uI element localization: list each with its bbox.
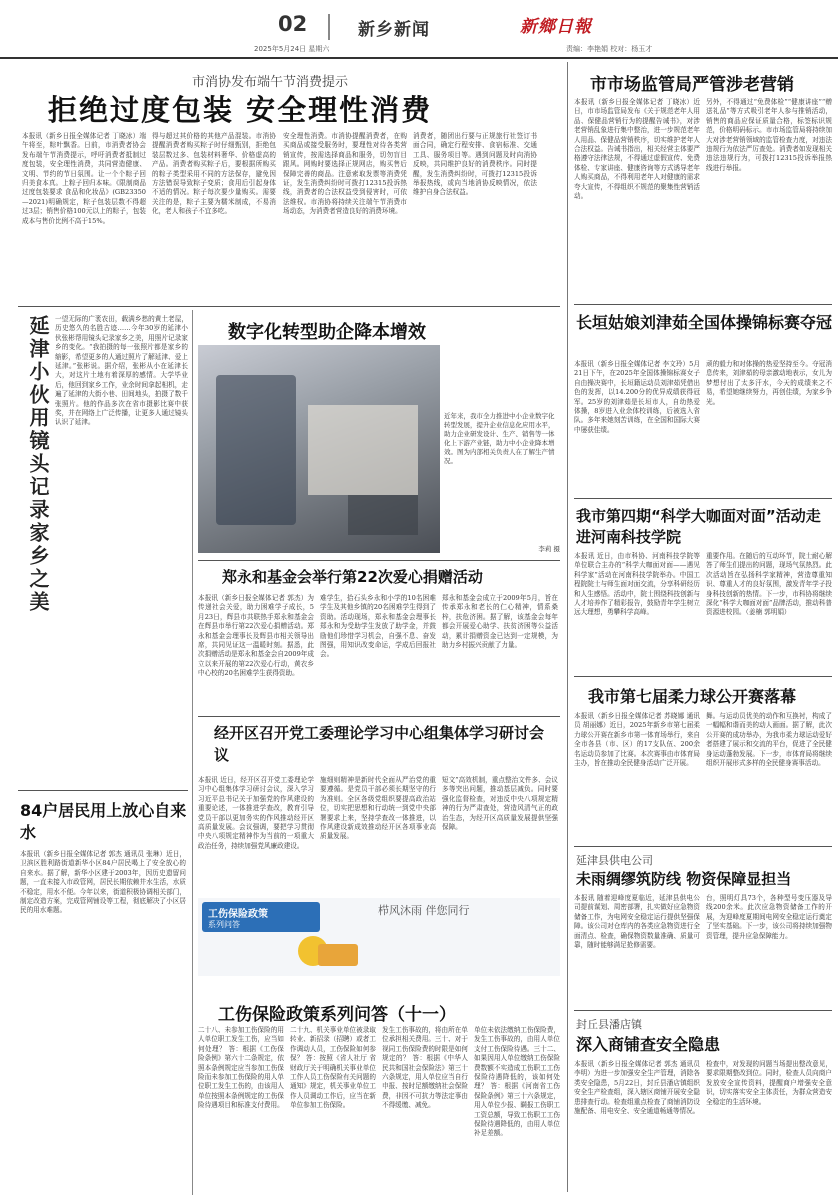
study-body-col2: 施细则精神是新时代全面从严治党的重要遵循。是党员干部必须长期坚守的行为准则。全区各级党组织要提高政治站位，切实把思想和行动统一到党中央部署要求上来，坚持学查改一体推进，以作风建设新成效推动经开区各项事业高质量发展。 [320, 776, 436, 841]
market-body-col2: 另外，不得通过“免费体检”“健康讲座”“赠送礼品”等方式吸引老年人参与推销活动，销售的商品应保证质量合格，标签标识规范，价格明码标示。市市场监管局将持续加大对涉老营销领域的监管检查力度，对违法违规行为依法严厉查处。消费者如发现相关违法违规行为，可拨打12315投诉举报热线进行举报。 [706, 98, 832, 172]
water-body: 本报讯（新乡日报全媒体记者 郭杰 通讯员 张琳）近日，卫滨区胜利路街道新华小区84户居民喝上了安全放心的自来水。据了解，新华小区建于2003年，因历史遗留问题，一直未接入市政管网，居民长期依赖井水生活，水质不稳定，用水不便。今年以来，街道积极协调相关部门，制定改造方案，完成管网铺设等工程，彻底解决了小区居民的用水难题。 [20, 850, 186, 915]
water-title: 84户居民用上放心自来水 [20, 801, 187, 842]
photo-article-title: 数字化转型助企降本增效 [228, 322, 426, 343]
supply-title: 未雨绸缪筑防线 物资保障显担当 [576, 870, 792, 888]
rouliqiu-title: 我市第七届柔力球公开赛落幕 [588, 687, 797, 706]
qa-title: 工伤保险政策系列问答（十一） [218, 1005, 456, 1025]
qa-col1: 二十八、未参加工伤保险的用人单位职工发生工伤，应当如何处理？ 答：根据《工伤保险条例》第六十二条规定，依照本条例规定应当参加工伤保险而未参加工伤保险的用人单位职工发生工伤的，由该用人单位按照本条例规定的工伤保险待遇项目和标准支付费用。 [198, 1026, 284, 1110]
science-title: 我市第四期“科学大咖面对面”活动走进河南科技学院 [576, 507, 821, 546]
packaging-kicker: 市消协发布端午节消费提示 [192, 75, 349, 90]
donation-body-col2: 难学生，拾石头乡永和小学的10名困难学生及其他乡镇的20名困难学生得到了资助。活动现场，郑永和基金会理事长郑永和为受助学生发放了助学金，并鼓励他们珍惜学习机会，自强不息、奋发图强，用知识改变命运，学成后回报社会。 [320, 594, 436, 659]
rouliqiu-body-col1: 本报讯（新乡日报全媒体记者 苏晓娜 通讯员 胡丽娜）近日，2025年新乡市第七届柔力球公开赛在新乡市第一体育场举行，来自全市各县（市、区）的17支队伍、200余名运动员参加了比赛。本次赛事由市体育局主办，旨在推动全民健身活动广泛开展。 [574, 712, 700, 768]
gymnast-body-col1: 本报讯（新乡日报全媒体记者 李文玲）5月21日下午，在2025年全国体操锦标赛女子自由操决赛中，长垣籍运动员刘津茹凭借出色的发挥，以14.200分的优异成绩获得冠军。25岁的刘津茹是长垣市人，自幼热爱体操，8岁进入业余体校训练，后被选入省队。多年来她刻苦训练，在全国和国际大赛中屡获佳绩。 [574, 360, 700, 434]
factory-photo [198, 345, 440, 553]
study-body-col3: 短文”高效机制，重点整治文件多、会议多等突出问题，推动基层减负。同时要强化监督检查，对违反中央八项规定精神的行为严肃查处，营造风清气正的政治生态，为经开区高质量发展提供坚强保障。 [442, 776, 558, 832]
qa-col3: 发生工伤事故的，将由所在单位承担相关费用。三十、对于视同工伤保险费的时限是如何规定的？ 答：根据《中华人民共和国社会保险法》第三十六条规定，用人单位应当自行申报、按时足额缴纳社会保险费，非因不可抗力等法定事由不得缓缴、减免。 [382, 1026, 468, 1110]
packaging-body-col3: 安全理性消费。市消协提醒消费者，在购买商品或接受服务时，要理性对待各类营销宣传，按需选择商品和服务，切勿盲目跟风。网购时要选择正规网店，购买售后保障完善的商品。注意索取发票等消费凭证，发生消费纠纷时可拨打12315投诉热线，消费者的合法权益受到侵害时，可依法维权。市消协将持续关注端午节消费市场动态，为消费者营造良好的消费环境。 [283, 132, 407, 216]
science-body-col2: 重要作用。在随后的互动环节，院士耐心解答了师生们提出的问题，现场气氛热烈。此次活动旨在弘扬科学家精神，营造尊重知识、尊重人才的良好氛围，激发青年学子投身科技创新的热情。下一步，市科协将继续深化“科学大咖面对面”品牌活动，推动科普资源进校园。（姜楠 郭明娟） [706, 552, 832, 617]
donation-body-col3: 郑永和基金会成立于2009年5月，旨在传承郑永和老长的仁心精神，情系桑梓，扶危济困。据了解，该基金会每年都会开展爱心助学、扶贫济困等公益活动，累计捐赠资金已达到一定规模，为助力乡村振兴贡献了力量。 [442, 594, 558, 650]
elderly-feature-body: 一望无际的广袤农田，载满乡愁的黄土老屋，历史悠久的名胜古迹……今年30岁的延津小伙张彬帮用镜头记录家乡之美，用照片记录家乡的变化。“我拍摄的每一张照片都是家乡的缩影，希望更多的人通过照片了解延津、爱上延津。”张彬说。据介绍，张彬从小在延津长大，对这片土地有着深厚的感情。大学毕业后，他回到家乡工作，业余时间拿起相机，走遍了延津的大街小巷、田间地头，拍摄了数千张照片。他的作品多次在省市摄影比赛中获奖，并在网络上广泛传播，让更多人通过镜头认识了延津。 [55, 315, 188, 427]
study-body-col1: 本报讯 近日，经开区召开党工委理论学习中心组集体学习研讨会议，深入学习习近平总书记关于加强党的作风建设的重要论述，一体推进学查改，教育引导党员干部以更加务实的作风推动经开区高质量发展。会议强调，要把学习贯彻中央八项规定精神作为当前的一项重大政治任务，持续加强党风廉政建设。 [198, 776, 314, 850]
gymnast-title: 长垣姑娘刘津茹全国体操锦标赛夺冠 [576, 313, 832, 332]
machinery-shape [308, 405, 418, 495]
packaging-title: 拒绝过度包装 安全理性消费 [48, 93, 433, 127]
editors-line: 责编：李艳娟 校对：杨玉才 [566, 45, 653, 53]
qa-badge [202, 902, 320, 932]
qa-col2: 二十九、机关事业单位被录取转业、新招录（招聘）或者工作调动人员，工伤保险如何参保？ 答：按照《省人社厅 省财政厅关于明确机关事业单位工作人员工伤保险有关问题的通知》规定，机关事业单位工作人员调动工作后，应当在新单位参加工伤保险。 [290, 1026, 376, 1110]
elderly-feature-title: 延津小伙用镜头记录家乡之美 [26, 315, 50, 614]
section-title: 新乡新闻 [358, 20, 430, 40]
packaging-body-col1: 本报讯（新乡日报全媒体记者 丁晓冰）端午将至，粽叶飘香。日前，市消费者协会发布端午节消费提示，呼吁消费者抵制过度包装，安全理性消费，共同营造健康、文明、节约的节日氛围。让一个个粽子回归美食本真。上粽子回归本味。《限制商品过度包装要求 食品和化妆品》(GB23350—2021)明确规定，粽子包装层数不得超过3层；销售价格100元以上的粽子，包装成本与售价比例不高于15%。 [22, 132, 146, 225]
newspaper-logo: 新鄉日報 [520, 17, 592, 37]
issue-date: 2025年5月24日 星期六 [254, 45, 330, 53]
equipment-shape [348, 495, 418, 535]
qa-col4: 单位未依法缴纳工伤保险费，发生工伤事故的，由用人单位支付工伤保险待遇。三十二、如果因用人单位缴纳工伤保险费数额不实造成工伤职工工伤保险待遇降低的，该如何处理？ 答：根据《河南省工伤保险条例》第三十六条规定，用人单位少报、瞒报工伤职工工资总额，导致工伤职工工伤保险待遇降低的，由用人单位补足差额。 [474, 1026, 560, 1138]
donation-title: 郑永和基金会举行第22次爱心捐赠活动 [222, 568, 483, 586]
safety-kicker: 封丘县潘店镇 [576, 1018, 642, 1031]
qa-kicker: 栉风沐雨 伴您同行 [378, 904, 470, 917]
safety-body-col1: 本报讯（新乡日报全媒体记者 郭杰 通讯员 李明）为进一步加强安全生产管理，消除各类安全隐患，5月22日，封丘县潘店镇组织安全生产检查组，深入辖区商铺开展安全隐患排查行动。检查组重点检查了商铺消防设施配备、用电安全、安全通道畅通等情况。 [574, 1060, 700, 1116]
packaging-body-col4: 消费者，随团出行要与正规旅行社签订书面合同，确定行程安排、食宿标准、交通工具、服务项目等。遇到问题及时向消协反映，共同维护良好的消费秩序。同时提醒，发生消费纠纷时，可拨打12315投诉举报热线，或向当地消协反映情况，依法维护自身合法权益。 [413, 132, 537, 197]
supply-body-col1: 本报讯 随着迎峰度夏临近，延津县供电公司提前谋划、周密部署，扎实做好应急物资储备工作，为电网安全稳定运行提供坚强保障。该公司对仓库内的各类应急物资进行全面清点、检查，确保物资数量准确、质量可靠，随时能够满足抢修需要。 [574, 894, 700, 950]
supply-body-col2: 台，照明灯具73个，各种型号变压器及导线200余米。此次应急物资储备工作的开展，为迎峰度夏期间电网安全稳定运行奠定了坚实基础。下一步，该公司将持续加强物资管理，提升应急保障能力。 [706, 894, 832, 940]
safety-body-col2: 检查中，对发现的问题当场提出整改意见，要求限期整改到位。同时，检查人员向商户发放安全宣传资料，提醒商户增强安全意识，切实落实安全主体责任，为群众营造安全稳定的生活环境。 [706, 1060, 832, 1106]
gymnast-body-col2: 顽的毅力和对体操的热爱坚持至今。夺冠消息传来，刘津茹的母亲激动地表示，女儿为梦想付出了太多汗水，今天的成绩来之不易，希望她继续努力，再创佳绩，为家乡争光。 [706, 360, 832, 406]
packaging-body-col2: 得与超过其价格的其他产品混装。市消协提醒消费者购买粽子时仔细甄别，拒绝包装层数过多、包装材料奢华、价格虚高的产品。消费者购买粽子后，要根据所购买的粽子类型采用不同的方法保存，避免因方法错误导致粽子变质；食用后引起身体不适的情况。粽子每次要少量购买。需要关注的是，粽子主要为糯米制成，不易消化，老人和孩子不宜多吃。 [152, 132, 276, 216]
qa-badge-text: 工伤保险政策 [208, 909, 268, 920]
market-title: 市市场监管局严管涉老营销 [590, 75, 794, 95]
qa-banner [198, 898, 560, 976]
photo-credit: 李莉 摄 [538, 545, 560, 553]
donation-body-col1: 本报讯（新乡日报全媒体记者 郭杰）为传递社会关爱，助力困难学子成长，5月23日，辉县市共联热手郑永和基金会在辉县市举行第22次爱心捐赠活动。郑永和基金会理事长及辉县市相关领导出席，共同见证这一温暖时刻。据悉，此次捐赠活动是郑永和基金会自2009年成立以来开展的第22次爱心行动，黄衣乡中心校的20名困难学生获得资助。 [198, 594, 314, 678]
safety-title: 深入商铺查安全隐患 [576, 1035, 721, 1054]
page-number: 02 [278, 12, 308, 36]
rouliqiu-body-col2: 舞。与运动员优美的动作和互换衬，构成了一幅幅和谐而美的动人画面。据了解，此次公开赛的成功举办，为我市柔力球运动爱好者搭建了展示和交流的平台，促进了全民健身运动蓬勃发展。下一步，市体育局将继续组织开展形式多样的全民健身赛事活动。 [706, 712, 832, 768]
qa-badge-sub: 系列问答 [208, 920, 240, 929]
photo-caption: 近年来，我市全力推进中小企业数字化转型发展，提升企业信息化应用水平，助力企业研发设计、生产、销售等一体化上下游产业链，助力中小企业降本增效。图为内部相关负责人在了解生产情况。 [444, 412, 555, 465]
supply-kicker: 延津县供电公司 [576, 854, 653, 867]
science-body-col1: 本报讯 近日，由市科协、河南科技学院等单位联合主办的“科学大咖面对面——遇见科学家”活动在河南科技学院举办。中国工程院院士与师生面对面交流，分享科研经历和人生感悟。活动中，院士围绕科技创新与人才培养作了精彩报告，鼓励青年学生树立远大理想，勇攀科学高峰。 [574, 552, 700, 617]
worker-silhouette [216, 375, 296, 525]
study-title: 经开区召开党工委理论学习中心组集体学习研讨会议 [214, 724, 544, 764]
market-body-col1: 本报讯（新乡日报全媒体记者 丁晓冰）近日，市市场监管局发布《关于规范老年人用品、保健品营销行为的提醒告诫书》，对涉老营销乱象进行集中整治，进一步规范老年人用品、保健品营销秩序，切实维护老年人合法权益。告诫书指出，相关经营主体要严格遵守法律法规，不得通过虚假宣传、免费体检、专家讲座、健康咨询等方式诱导老年人购买商品，不得利用老年人对健康的需求夸大宣传，不得组织不规范的聚集性营销活动。 [574, 98, 700, 201]
coins-icon [318, 944, 358, 966]
